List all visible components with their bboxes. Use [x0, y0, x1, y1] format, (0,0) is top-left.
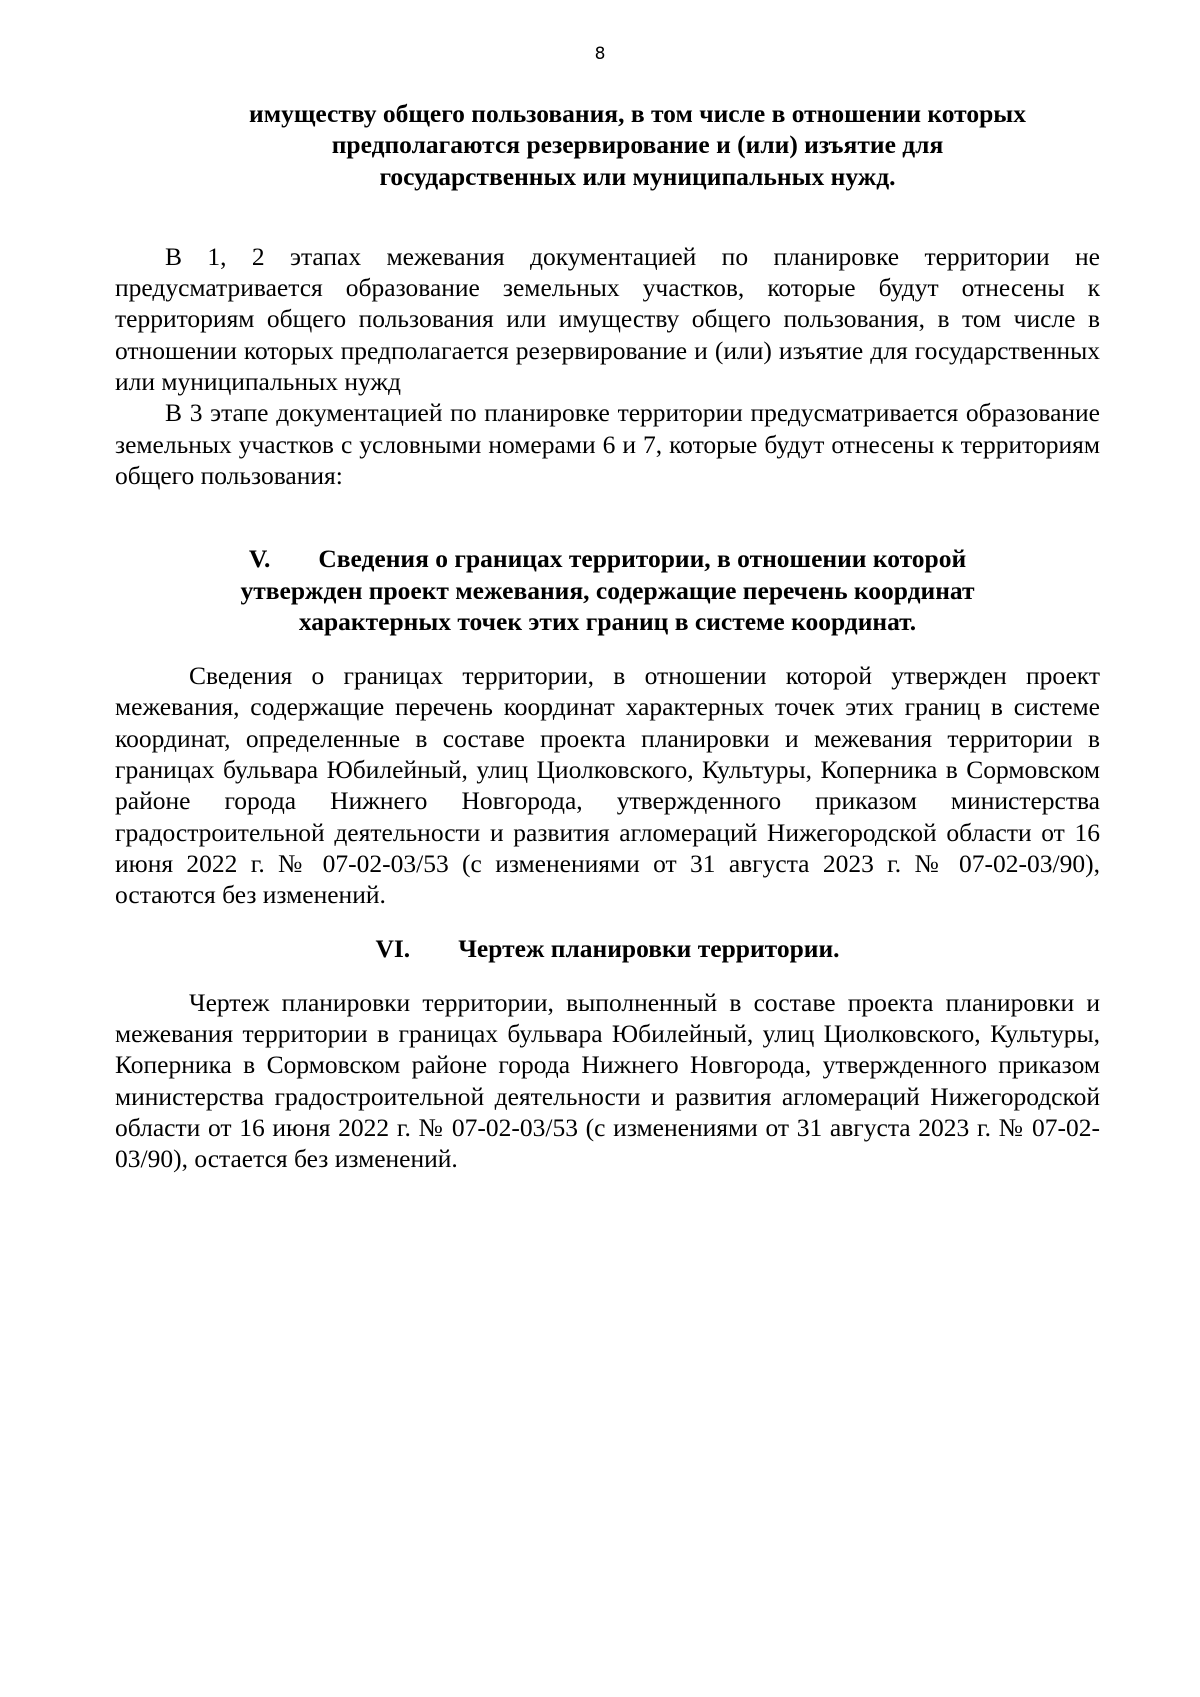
section-vi-title: Чертеж планировки территории.: [458, 933, 840, 963]
spacer: [115, 637, 1100, 660]
top-heading-line: имуществу общего пользования, в том числе в отношении которых: [249, 99, 1026, 128]
section-vi-number: VI.: [375, 933, 411, 963]
top-heading: [115, 98, 1100, 192]
intro-paragraph-stage-3: В 3 этапе документацией по планировке территории предусматривается образование земельных участков с условными номерами 6 и 7, которые будут отнесены к территориям общего пользования:: [115, 398, 1100, 490]
page-number: 8: [594, 44, 606, 64]
section-v-title-line: Сведения о границах территории, в отношении которой: [318, 544, 967, 574]
spacer: [115, 491, 1100, 543]
top-heading-line: государственных или муниципальных нужд.: [379, 161, 896, 191]
spacer: [115, 192, 1100, 241]
spacer: [115, 911, 1100, 933]
spacer: [115, 964, 1100, 987]
section-v-heading: [115, 543, 1100, 637]
section-v-body: Сведения о границах территории, в отношении которой утвержден проект межевания, содержащие перечень координат характерных точек этих границ в системе координат, определенные в составе проекта планировки и межевания территории в границах бульвара Юбилейный, улиц Циолковского, Культуры, Коперника в Сормовском районе города Нижнего Новгорода, утвержденного приказом министерства градостроительной деятельности и развития агломераций Нижегородской области от 16 июня 2022 г. № 07-02-03/53 (с изменениями от 31 августа 2023 г. № 07-02-03/90), остаются без изменений.: [115, 661, 1100, 910]
section-vi-body: Чертеж планировки территории, выполненный в составе проекта планировки и межевания территории в границах бульвара Юбилейный, улиц Циолковского, Культуры, Коперника в Сормовском районе города Нижнего Новгорода, утвержденного приказом министерства градостроительной деятельности и развития агломераций Нижегородской области от 16 июня 2022 г. № 07-02-03/53 (с изменениями от 31 августа 2023 г. № 07-02-03/90), остается без изменений.: [115, 987, 1100, 1174]
intro-paragraph-stages-1-2: В 1, 2 этапах межевания документацией по планировке территории не предусматривается образование земельных участков, которые будут отнесены к территориям общего пользования или имуществу общего пользования, в том числе в отношении которых предполагается резервирование и (или) изъятие для государственных или муниципальных нужд: [115, 241, 1100, 397]
section-vi-heading: [115, 933, 1100, 964]
section-v-heading-line: [115, 543, 1100, 574]
top-heading-line: предполагаются резервирование и (или) изъятие для: [331, 130, 944, 160]
page-content: [115, 98, 1100, 1175]
section-v-title-line: утвержден проект межевания, содержащие перечень координат: [240, 575, 975, 605]
section-v-number: V.: [248, 544, 271, 574]
section-v-title-line: характерных точек этих границ в системе координат.: [298, 606, 917, 636]
